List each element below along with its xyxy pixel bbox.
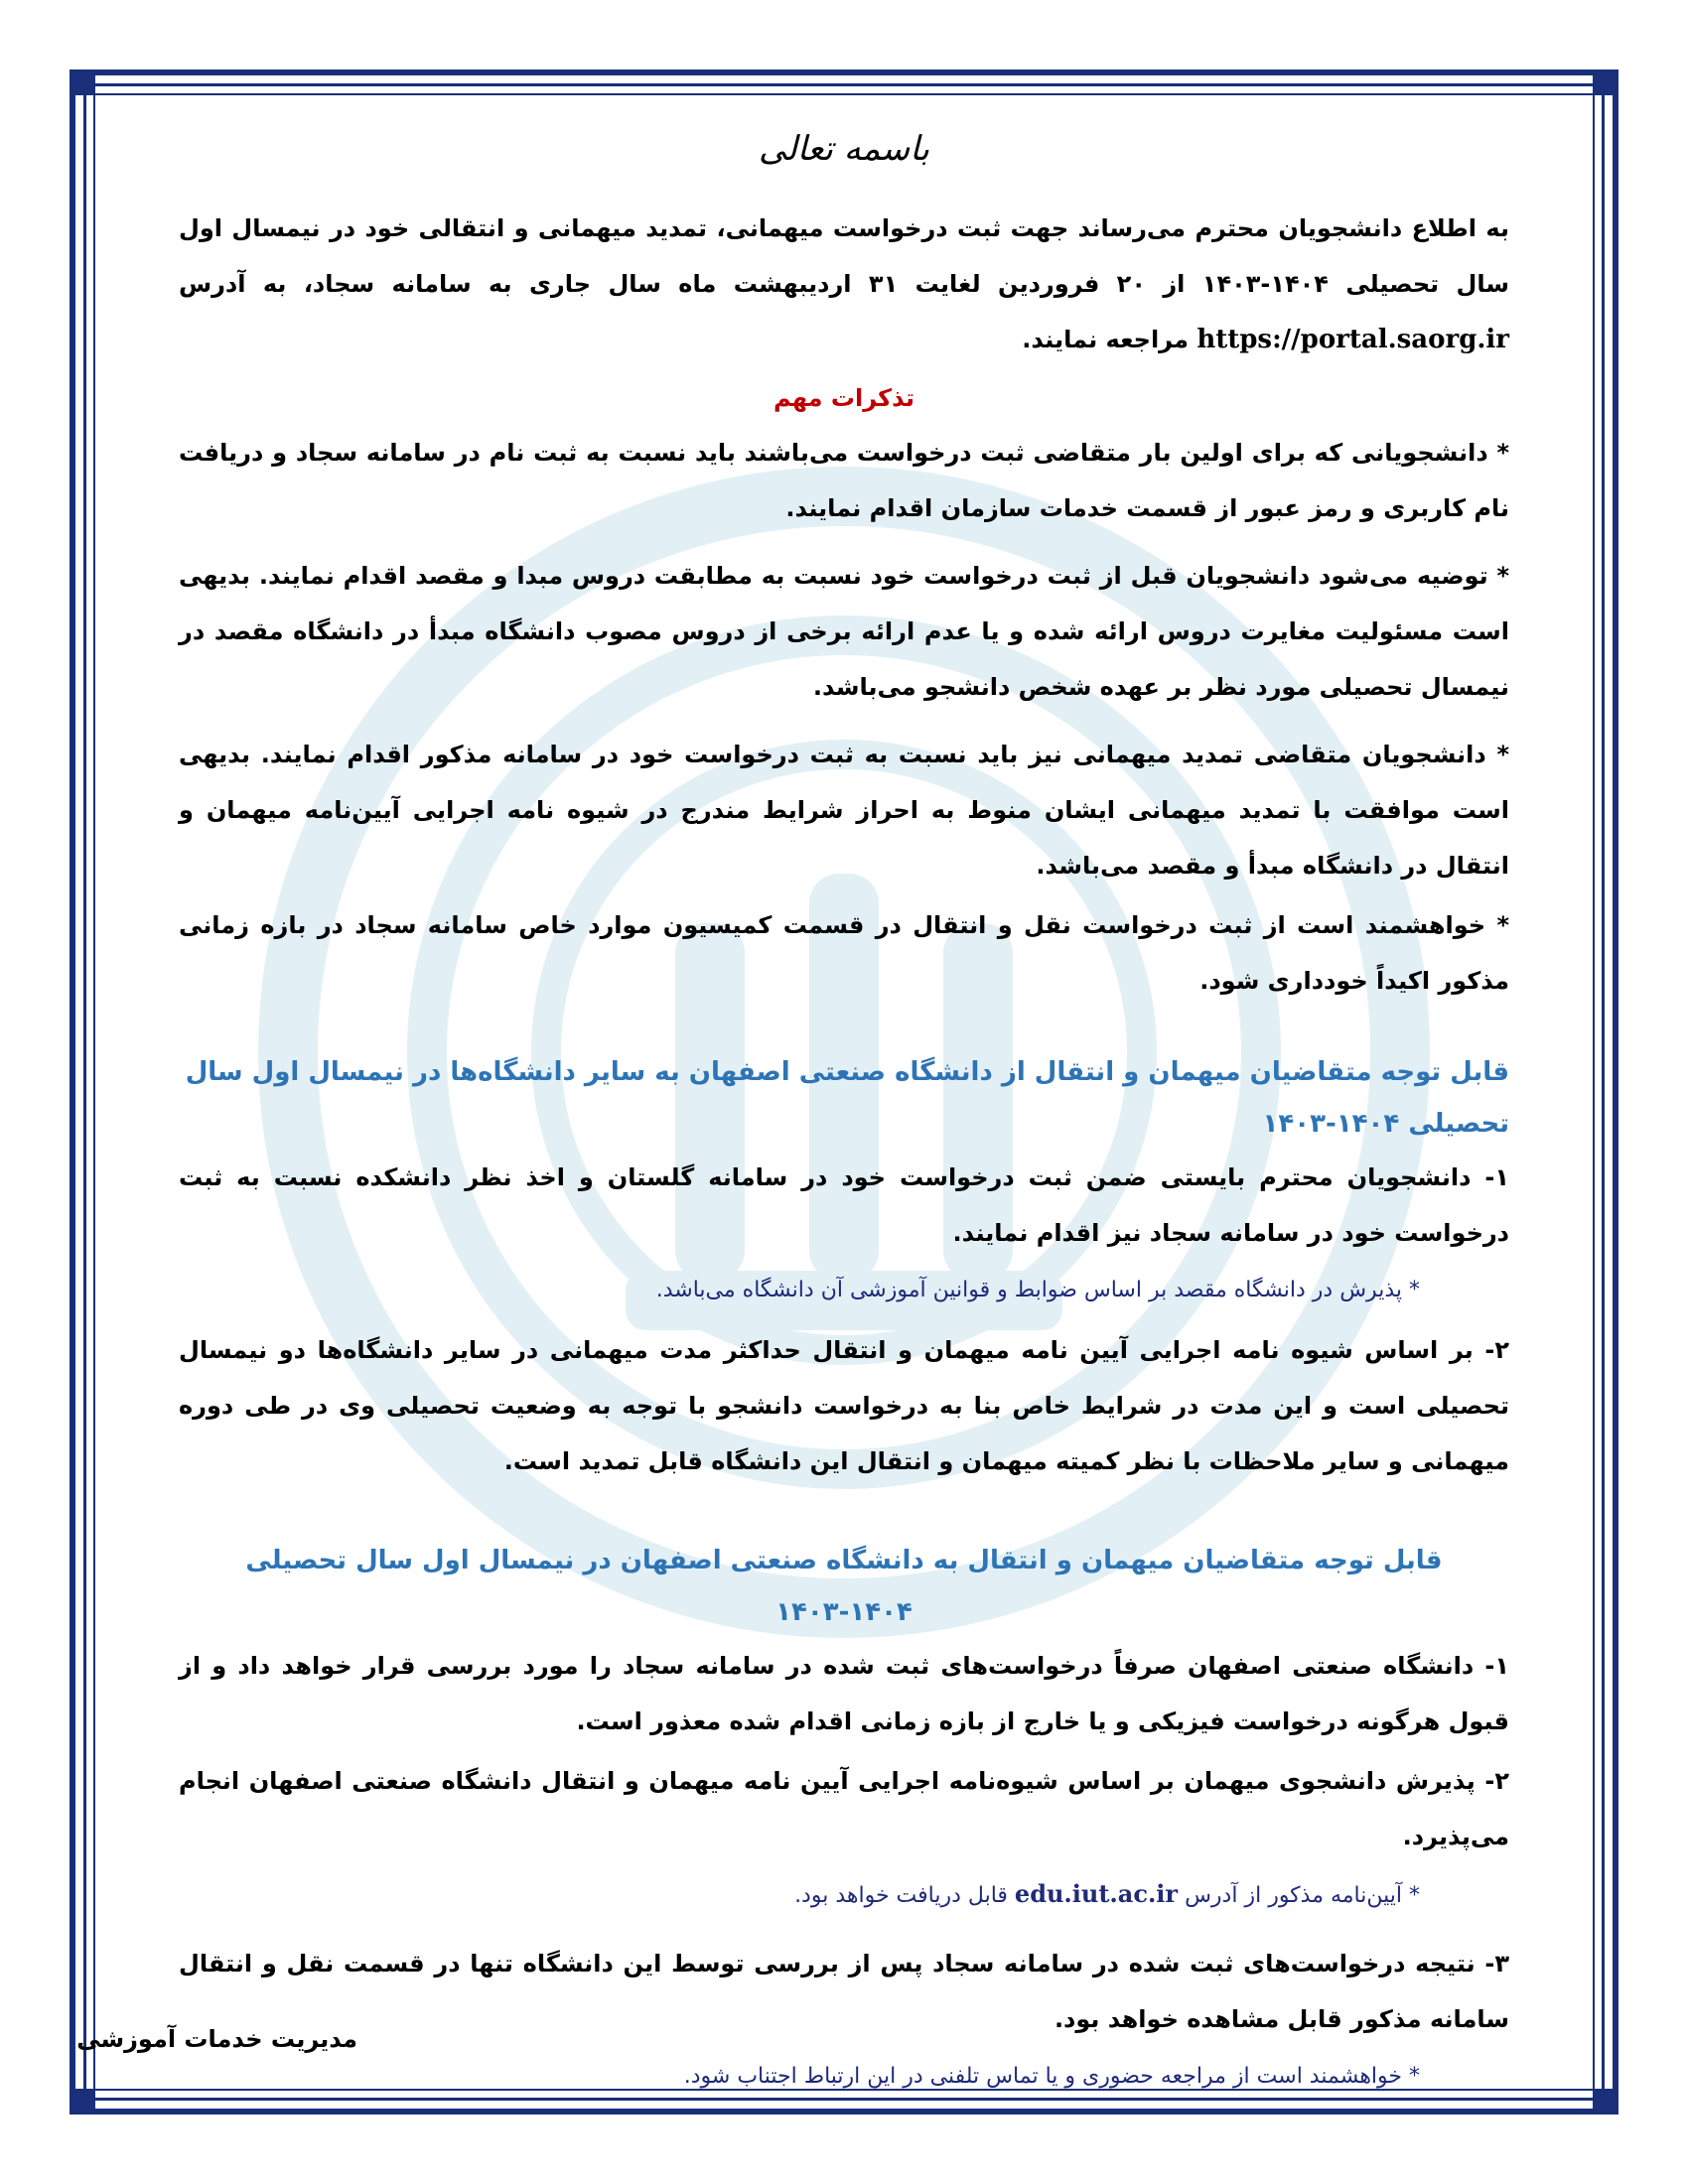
note-item: * خواهشمند است از ثبت درخواست نقل و انتقال در قسمت کمیسیون موارد خاص سامانه سجاد در بازه زمانی مذکور اکیداً خودداری شود. bbox=[179, 911, 1509, 995]
incoming-item-2-note-end: قابل دریافت خواهد بود. bbox=[794, 1883, 1008, 1908]
important-notes-title: تذکرات مهم bbox=[774, 384, 914, 412]
corner-ornament-bottom-right bbox=[1593, 2089, 1618, 2115]
outgoing-section-heading: قابل توجه متقاضیان میهمان و انتقال از دانشگاه صنعتی اصفهان به سایر دانشگاه‌ها در نیمسال اول سال تحصیلی ۱۴۰۴-۱۴۰۳ bbox=[185, 1057, 1509, 1139]
incoming-section-heading: قابل توجه متقاضیان میهمان و انتقال به دانشگاه صنعتی اصفهان در نیمسال اول سال تحصیلی ۱۴۰۴-۱۴۰۳ bbox=[245, 1546, 1443, 1627]
intro-text: به اطلاع دانشجویان محترم می‌رساند جهت ثبت درخواست میهمانی، تمدید میهمانی و انتقالی خود در نیمسال اول سال تحصیلی ۱۴۰۴-۱۴۰۳ از ۲۰ فروردین لغایت ۳۱ اردیبهشت ماه سال جاری به سامانه سجاد، به آدرس bbox=[179, 214, 1509, 298]
note-item: * دانشجویان متقاضی تمدید میهمانی نیز باید نسبت به ثبت درخواست خود در سامانه مذکور اقدام نمایند. بدیهی است موافقت با تمدید میهمانی ایشان منوط به احراز شرایط مندرج در شیوه نامه اجرایی آیین‌نامه میهمان و انتقال در دانشگاه مبدأ و مقصد می‌باشد. bbox=[179, 741, 1509, 880]
incoming-item-2-note-text: * آیین‌نامه مذکور از آدرس bbox=[1185, 1883, 1420, 1908]
outgoing-item-1-note: * پذیرش در دانشگاه مقصد بر اساس ضوابط و قوانین آموزشی آن دانشگاه می‌باشد. bbox=[655, 1278, 1420, 1302]
letter-body bbox=[179, 119, 1509, 2103]
intro-text-end: مراجعه نمایند. bbox=[1022, 326, 1189, 353]
incoming-item-1: ۱- دانشگاه صنعتی اصفهان صرفاً درخواست‌های ثبت شده در سامانه سجاد را مورد بررسی قرار خواهد داد و از قبول هرگونه درخواست فیزیکی و یا خارج از بازه زمانی اقدام شده معذور است. bbox=[179, 1652, 1509, 1735]
intro-paragraph bbox=[179, 201, 1509, 367]
incoming-item-2: ۲- پذیرش دانشجوی میهمان بر اساس شیوه‌نامه اجرایی آیین نامه میهمان و انتقال دانشگاه صنعتی اصفهان انجام می‌پذیرد. bbox=[179, 1767, 1509, 1850]
portal-url-link[interactable]: https://portal.saorg.ir bbox=[1196, 325, 1509, 354]
outgoing-item-2: ۲- بر اساس شیوه نامه اجرایی آیین نامه میهمان و انتقال حداکثر مدت میهمانی در سایر دانشگاه‌ها دو نیمسال تحصیلی است و این مدت در شرایط خاص بنا به درخواست دانشجو با توجه به وضعیت تحصیلی وی در طی دوره میهمانی و سایر ملاحظات با نظر کمیته میهمان و انتقال این دانشگاه قابل تمدید است. bbox=[179, 1336, 1509, 1475]
corner-ornament-top-right bbox=[1593, 69, 1618, 95]
signature: مدیریت خدمات آموزشی bbox=[76, 2025, 357, 2053]
note-item: * دانشجویانی که برای اولین بار متقاضی ثبت درخواست می‌باشند باید نسبت به ثبت نام در سامانه سجاد و دریافت نام کاربری و رمز عبور از قسمت خدمات سازمان اقدام نمایند. bbox=[179, 439, 1509, 522]
incoming-item-3: ۳- نتیجه درخواست‌های ثبت شده در سامانه سجاد پس از بررسی توسط این دانشگاه تنها در قسمت نقل و انتقال سامانه مذکور قابل مشاهده خواهد بود. bbox=[179, 1950, 1509, 2033]
corner-ornament-top-left bbox=[70, 69, 95, 95]
incoming-item-3-note: * خواهشمند است از مراجعه حضوری و یا تماس تلفنی در این ارتباط اجتناب شود. bbox=[683, 2064, 1420, 2089]
corner-ornament-bottom-left bbox=[70, 2089, 95, 2115]
outgoing-item-1: ۱- دانشجویان محترم بایستی ضمن ثبت درخواست خود در سامانه گلستان و اخذ نظر دانشکده نسبت به ثبت درخواست خود در سامانه سجاد نیز اقدام نمایند. bbox=[179, 1163, 1509, 1247]
note-item: * توضیه می‌شود دانشجویان قبل از ثبت درخواست خود نسبت به مطابقت دروس مبدا و مقصد اقدام نمایند. بدیهی است مسئولیت مغایرت دروس ارائه شده و یا عدم ارائه برخی از دروس مصوب دانشگاه مبدأ در دانشگاه مقصد در نیمسال تحصیلی مورد نظر بر عهده شخص دانشجو می‌باشد. bbox=[179, 562, 1509, 701]
incoming-item-2-note bbox=[179, 1868, 1509, 1922]
bismillah-heading: باسمه تعالی bbox=[759, 129, 929, 169]
edu-url-link[interactable]: edu.iut.ac.ir bbox=[1014, 1879, 1179, 1908]
